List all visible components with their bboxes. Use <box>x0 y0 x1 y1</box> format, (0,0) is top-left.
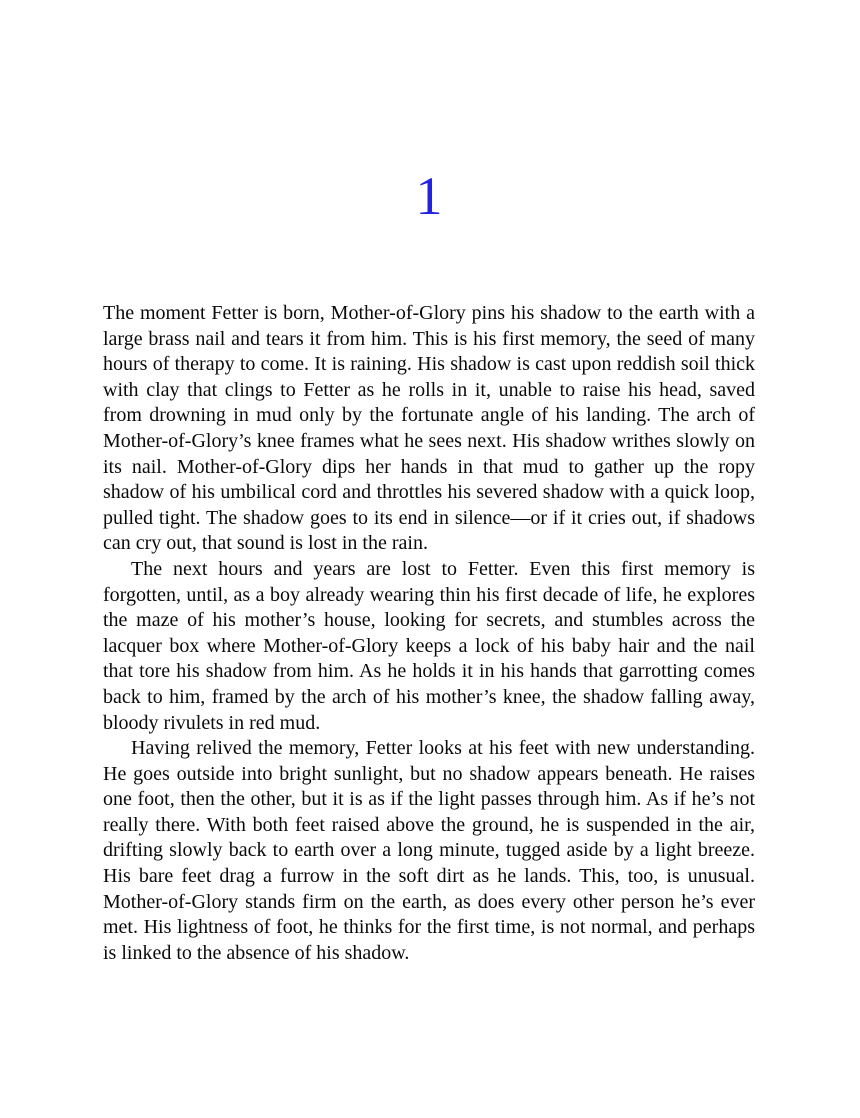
paragraph: The moment Fetter is born, Mother-of-Glory pins his shadow to the earth with a large brass nail and tears it from him. This is his first memory, the seed of many hours of therapy to come. It is raining. His shadow is cast upon reddish soil thick with clay that clings to Fetter as he rolls in it, unable to raise his head, saved from drowning in mud only by the fortunate angle of his landing. The arch of Mother-of-Glory’s knee frames what he sees next. His shadow writhes slowly on its nail. Mother-of-Glory dips her hands in that mud to gather up the ropy shadow of his umbilical cord and throttles his severed shadow with a quick loop, pulled tight. The shadow goes to its end in silence—or if it cries out, if shadows can cry out, that sound is lost in the rain. <box>103 302 755 555</box>
chapter-body <box>103 301 755 966</box>
chapter-heading: 1 <box>415 166 443 226</box>
paragraph: Having relived the memory, Fetter looks at his feet with new understanding. He goes outside into bright sunlight, but no shadow appears beneath. He raises one foot, then the other, but it is as if the light passes through him. As if he’s not really there. With both feet raised above the ground, he is suspended in the air, drifting slowly back to earth over a long minute, tugged aside by a light breeze. His bare feet drag a furrow in the soft dirt as he lands. This, too, is unusual. Mother-of-Glory stands firm on the earth, as does every other person he’s ever met. His lightness of foot, he thinks for the first time, is not normal, and perhaps is linked to the absence of his shadow. <box>103 737 755 964</box>
paragraph: The next hours and years are lost to Fetter. Even this first memory is forgotten, until, as a boy already wearing thin his first decade of life, he explores the maze of his mother’s house, looking for secrets, and stumbles across the lacquer box where Mother-of-Glory keeps a lock of his baby hair and the nail that tore his shadow from him. As he holds it in his hands that garrotting comes back to him, framed by the arch of his mother’s knee, the shadow falling away, bloody rivulets in red mud. <box>103 557 755 734</box>
